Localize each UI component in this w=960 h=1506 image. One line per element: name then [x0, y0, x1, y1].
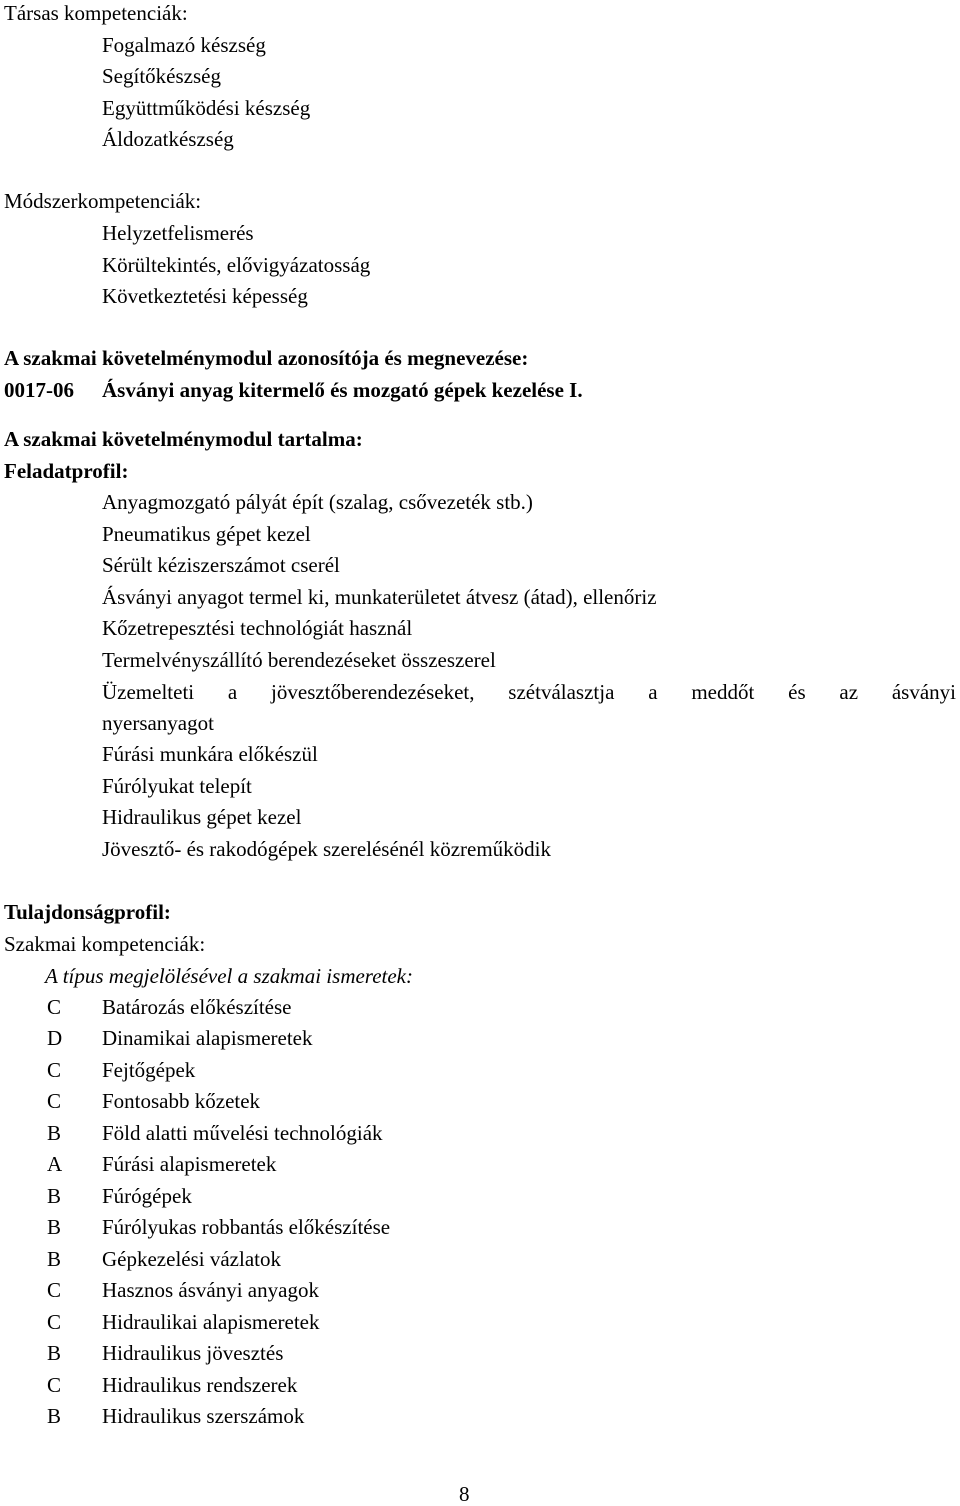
knowledge-label: Fúrógépek [102, 1184, 192, 1208]
task-item-long: Üzemelteti a jövesztőberendezéseket, szétválasztja a meddőt és az ásványi [102, 680, 956, 704]
module-code: 0017-06 [4, 378, 74, 402]
knowledge-grade: C [47, 1310, 62, 1334]
knowledge-label: Hidraulikus jövesztés [102, 1341, 284, 1365]
knowledge-grade: B [47, 1247, 62, 1271]
type-knowledge-heading: A típus megjelölésével a szakmai ismeretek: [45, 964, 413, 988]
property-profile-heading: Tulajdonságprofil: [4, 900, 171, 924]
knowledge-grade: C [47, 1089, 62, 1113]
knowledge-grade: B [47, 1404, 62, 1428]
task-item: Hidraulikus gépet kezel [102, 805, 302, 829]
professional-competencies-heading: Szakmai kompetenciák: [4, 932, 206, 956]
task-item: Sérült kéziszerszámot cserél [102, 553, 340, 577]
task-item: Fúrási munkára előkészül [102, 742, 318, 766]
knowledge-grade: C [47, 1058, 62, 1082]
task-item: Pneumatikus gépet kezel [102, 522, 311, 546]
knowledge-grade: C [47, 1278, 62, 1302]
task-item: Jövesztő- és rakodógépek szerelésénél közreműködik [102, 837, 551, 861]
knowledge-label: Dinamikai alapismeretek [102, 1026, 313, 1050]
knowledge-grade: B [47, 1121, 62, 1145]
knowledge-grade: B [47, 1184, 62, 1208]
knowledge-label: Hidraulikai alapismeretek [102, 1310, 320, 1334]
module-content-heading: A szakmai követelménymodul tartalma: [4, 427, 363, 451]
list-item: Következtetési képesség [102, 284, 308, 308]
method-competencies-heading: Módszerkompetenciák: [4, 189, 202, 213]
knowledge-label: Gépkezelési vázlatok [102, 1247, 281, 1271]
task-item: Ásványi anyagot termel ki, munkaterületet átvesz (átad), ellenőriz [102, 585, 657, 609]
knowledge-label: Fontosabb kőzetek [102, 1089, 261, 1113]
page-number: 8 [459, 1482, 470, 1506]
knowledge-grade: D [47, 1026, 63, 1050]
knowledge-label: Föld alatti művelési technológiák [102, 1121, 383, 1145]
knowledge-label: Hidraulikus rendszerek [102, 1373, 298, 1397]
task-item: Termelvényszállító berendezéseket összeszerel [102, 648, 496, 672]
list-item: Segítőkészség [102, 64, 221, 88]
list-item: Helyzetfelismerés [102, 221, 254, 245]
knowledge-grade: A [47, 1152, 63, 1176]
task-item: Kőzetrepesztési technológiát használ [102, 616, 413, 640]
list-item: Együttműködési készség [102, 96, 311, 120]
task-item-long-continuation: nyersanyagot [102, 711, 214, 735]
knowledge-grade: C [47, 1373, 62, 1397]
list-item: Fogalmazó készség [102, 33, 266, 57]
knowledge-label: Fúrólyukas robbantás előkészítése [102, 1215, 391, 1239]
knowledge-label: Fejtőgépek [102, 1058, 196, 1082]
list-item: Áldozatkészség [102, 127, 234, 151]
knowledge-label: Fúrási alapismeretek [102, 1152, 277, 1176]
task-item: Fúrólyukat telepít [102, 774, 252, 798]
knowledge-grade: C [47, 995, 62, 1019]
knowledge-label: Hidraulikus szerszámok [102, 1404, 305, 1428]
knowledge-label: Hasznos ásványi anyagok [102, 1278, 319, 1302]
module-name: Ásványi anyag kitermelő és mozgató gépek kezelése I. [102, 378, 583, 402]
knowledge-label: Batározás előkészítése [102, 995, 292, 1019]
knowledge-grade: B [47, 1215, 62, 1239]
social-competencies-heading: Társas kompetenciák: [4, 1, 188, 25]
task-profile-heading: Feladatprofil: [4, 459, 129, 483]
knowledge-grade: B [47, 1341, 62, 1365]
module-id-heading: A szakmai követelménymodul azonosítója és megnevezése: [4, 346, 529, 370]
list-item: Körültekintés, elővigyázatosság [102, 253, 371, 277]
task-item: Anyagmozgató pályát épít (szalag, csővezeték stb.) [102, 490, 533, 514]
